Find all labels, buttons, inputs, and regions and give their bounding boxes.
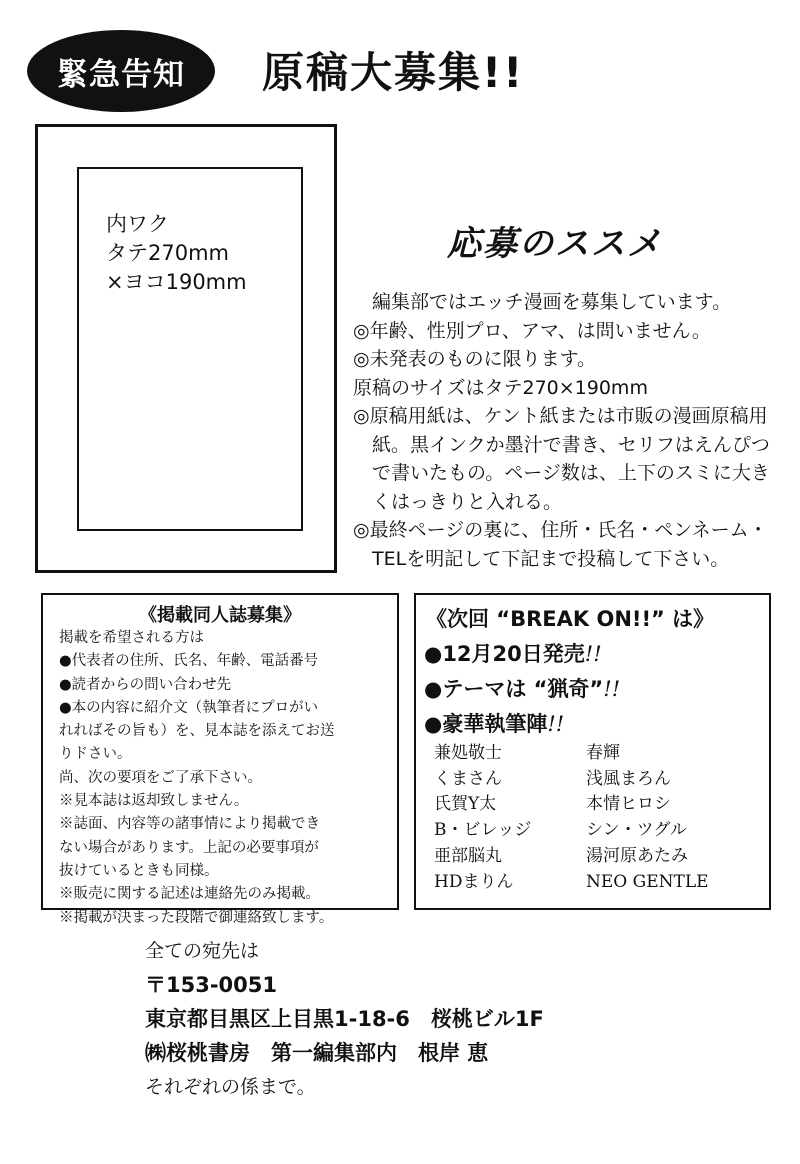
doujin-line: ※誌面、内容等の諸事情により掲載でき [59,816,320,833]
guide-line: くはっきりと入れる。 [353,490,563,513]
address-lead: 全ての宛先は [145,940,260,962]
badge-text: 緊急告知 [57,56,185,93]
guide-line: ◎未発表のものに限ります。 [353,348,597,370]
urgent-notice-badge [27,30,215,112]
guide-line: TELを明記して下記まで投稿して下さい。 [353,547,730,570]
writers-heading-text: ●豪華執筆陣 [424,712,548,736]
author-name: 春輝 [586,743,620,763]
guide-heading: 応募のススメ [447,224,663,264]
submission-guide [353,288,770,573]
author-name: NEO GENTLE [586,871,709,892]
release-date [424,637,620,672]
theme-exclamation: !! [603,677,621,701]
company-name: ㈱桜桃書房 第一編集部内 根岸 恵 [145,1041,489,1065]
next-issue-info [424,637,620,742]
doujin-line: 抜けているときも同様。 [59,862,219,879]
doujin-line: ●代表者の住所、氏名、年齢、電話番号 [59,653,319,670]
next-issue-box [414,593,771,910]
author-name: HDまりん [434,871,514,892]
author-name: 湯河原あたみ [586,845,688,866]
author-name: 氏賀Y太 [434,794,497,815]
postal-code: 〒153-0051 [145,973,277,997]
guide-line: 原稿のサイズはタテ270×190mm [353,376,648,399]
author-name: 兼処敬士 [434,743,502,763]
doujin-lines [59,627,335,930]
headline: 原稿大募集!! [262,48,525,97]
author-name: 浅風まろん [586,768,671,789]
doujin-line: ない場合があります。上記の必要事項が [59,839,319,856]
author-name: 本情ヒロシ [586,794,671,815]
doujin-line: ※販売に関する記述は連絡先のみ掲載。 [59,886,320,903]
doujin-line: 尚、次の要項をご了承下さい。 [59,769,262,786]
frame-size-line: ×ヨコ190mm [106,270,247,294]
doujin-line: れればその旨も）を、見本誌を添えてお送 [59,723,335,740]
author-name: B・ビレッジ [434,820,532,841]
guide-line: で書いたもの。ページ数は、上下のスミに大き [353,462,770,484]
doujin-line: ※見本誌は返却致しません。 [59,793,249,810]
theme [424,672,620,707]
frame-size-line: 内ワク [106,212,169,236]
doujin-recruitment-box [41,593,399,926]
address-block [145,934,544,1104]
guide-line: ◎最終ページの裏に、住所・氏名・ペンネーム・ [353,519,768,541]
next-issue-title: 《次回 “BREAK ON!!” は》 [426,607,715,631]
author-name: くまさん [434,768,502,789]
author-name: 亜部脳丸 [434,845,502,866]
guide-line: 編集部ではエッチ漫画を募集しています。 [353,291,732,313]
street-address: 東京都目黒区上目黒1-18-6 桜桃ビル1F [145,1007,544,1031]
author-list [434,743,746,893]
writers-exclamation: !! [547,712,565,736]
doujin-line: ●読者からの問い合わせ先 [59,676,232,693]
frame-size-line: タテ270mm [106,241,229,265]
release-date-text: ●12月20日発売 [424,642,585,666]
doujin-title: 《掲載同人誌募集》 [139,605,301,626]
doujin-line: ※掲載が決まった段階で御連絡致します。 [59,909,334,926]
guide-line: ◎年齢、性別プロ、アマ、は問いません。 [353,319,711,342]
release-exclamation: !! [584,642,602,666]
author-name: シン・ツグル [586,820,687,841]
guide-line: 紙。黒インクか墨汁で書き、セリフはえんぴつ [353,433,770,456]
address-closing: それぞれの係まで。 [145,1076,316,1098]
doujin-line: ●本の内容に紹介文（執筆者にプロがい [59,699,319,716]
frame-size-label [106,210,247,297]
writers-heading [424,707,620,742]
doujin-line: 掲載を希望される方は [59,630,204,646]
guide-line: ◎原稿用紙は、ケント紙または市販の漫画原稿用 [353,405,768,427]
doujin-line: りドさい。 [59,746,132,763]
theme-text: ●テーマは “猟奇” [424,677,604,701]
